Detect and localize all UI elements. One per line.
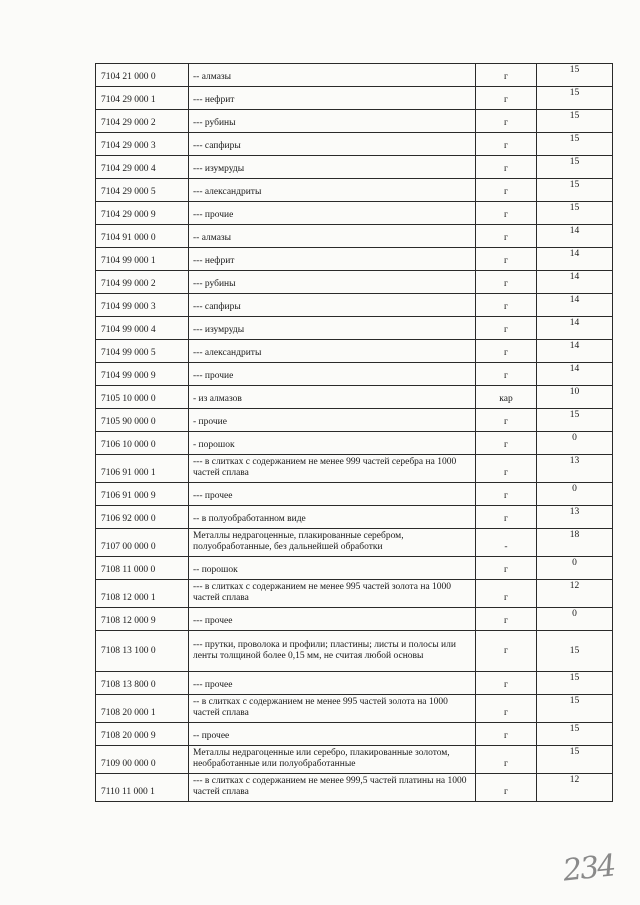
description-cell: --- в слитках с содержанием не менее 999 частей серебра на 1000 частей сплава	[189, 455, 476, 483]
unit-cell: г	[476, 580, 537, 608]
description-cell: --- прочие	[189, 202, 476, 225]
code-cell: 7106 91 000 1	[96, 455, 189, 483]
rate-cell: 15	[537, 672, 613, 695]
unit-cell: -	[476, 529, 537, 557]
unit-cell: г	[476, 483, 537, 506]
table-row	[96, 156, 613, 179]
rate-cell: 15	[537, 723, 613, 746]
table-row	[96, 363, 613, 386]
rate-cell: 15	[537, 133, 613, 156]
code-cell: 7104 29 000 3	[96, 133, 189, 156]
rate-cell: 14	[537, 294, 613, 317]
table-row	[96, 455, 613, 483]
unit-cell: г	[476, 133, 537, 156]
unit-cell: г	[476, 294, 537, 317]
code-cell: 7108 13 800 0	[96, 672, 189, 695]
rate-cell: 0	[537, 608, 613, 631]
rate-cell: 14	[537, 248, 613, 271]
unit-cell: г	[476, 156, 537, 179]
description-cell: --- нефрит	[189, 87, 476, 110]
code-cell: 7104 29 000 1	[96, 87, 189, 110]
rate-cell: 15	[537, 695, 613, 723]
description-cell: - порошок	[189, 432, 476, 455]
unit-cell: кар	[476, 386, 537, 409]
table-row	[96, 340, 613, 363]
rate-cell: 13	[537, 506, 613, 529]
table-row	[96, 774, 613, 802]
rate-cell: 15	[537, 64, 613, 87]
description-cell: --- александриты	[189, 179, 476, 202]
table-row	[96, 723, 613, 746]
code-cell: 7104 99 000 3	[96, 294, 189, 317]
unit-cell: г	[476, 774, 537, 802]
code-cell: 7110 11 000 1	[96, 774, 189, 802]
unit-cell: г	[476, 225, 537, 248]
description-cell: --- рубины	[189, 271, 476, 294]
code-cell: 7108 11 000 0	[96, 557, 189, 580]
rate-cell: 13	[537, 455, 613, 483]
table-row	[96, 580, 613, 608]
unit-cell: г	[476, 271, 537, 294]
code-cell: 7104 99 000 1	[96, 248, 189, 271]
rate-cell: 15	[537, 202, 613, 225]
unit-cell: г	[476, 409, 537, 432]
code-cell: 7104 21 000 0	[96, 64, 189, 87]
description-cell: --- александриты	[189, 340, 476, 363]
description-cell: Металлы недрагоценные или серебро, плакированные золотом, необработанные или полуобработанные	[189, 746, 476, 774]
code-cell: 7106 91 000 9	[96, 483, 189, 506]
description-cell: --- в слитках с содержанием не менее 995 частей золота на 1000 частей сплава	[189, 580, 476, 608]
table-row	[96, 483, 613, 506]
description-cell: -- алмазы	[189, 225, 476, 248]
rate-cell: 14	[537, 317, 613, 340]
code-cell: 7104 99 000 4	[96, 317, 189, 340]
rate-cell: 14	[537, 340, 613, 363]
rate-cell: 0	[537, 483, 613, 506]
unit-cell: г	[476, 64, 537, 87]
description-cell: - прочие	[189, 409, 476, 432]
table-row	[96, 110, 613, 133]
table-row	[96, 432, 613, 455]
table-row	[96, 133, 613, 156]
rate-cell: 10	[537, 386, 613, 409]
rate-cell: 14	[537, 271, 613, 294]
table-row	[96, 248, 613, 271]
description-cell: -- прочее	[189, 723, 476, 746]
rate-cell: 12	[537, 580, 613, 608]
table-row	[96, 608, 613, 631]
table-row	[96, 317, 613, 340]
code-cell: 7104 29 000 4	[96, 156, 189, 179]
description-cell: Металлы недрагоценные, плакированные серебром, полуобработанные, без дальнейшей обработки	[189, 529, 476, 557]
rate-cell: 0	[537, 557, 613, 580]
unit-cell: г	[476, 202, 537, 225]
code-cell: 7104 99 000 2	[96, 271, 189, 294]
description-cell: -- в полуобработанном виде	[189, 506, 476, 529]
unit-cell: г	[476, 672, 537, 695]
rate-cell: 0	[537, 432, 613, 455]
code-cell: 7106 92 000 0	[96, 506, 189, 529]
table-row	[96, 506, 613, 529]
unit-cell: г	[476, 432, 537, 455]
tariff-table	[95, 63, 613, 802]
code-cell: 7104 99 000 9	[96, 363, 189, 386]
table-row	[96, 746, 613, 774]
description-cell: --- в слитках с содержанием не менее 999,5 частей платины на 1000 частей сплава	[189, 774, 476, 802]
rate-cell: 14	[537, 225, 613, 248]
code-cell: 7105 90 000 0	[96, 409, 189, 432]
description-cell: --- прочие	[189, 363, 476, 386]
code-cell: 7104 99 000 5	[96, 340, 189, 363]
rate-cell: 15	[537, 409, 613, 432]
code-cell: 7108 20 000 9	[96, 723, 189, 746]
table-row	[96, 294, 613, 317]
description-cell: --- прочее	[189, 483, 476, 506]
tariff-table-body	[96, 64, 613, 802]
rate-cell: 15	[537, 110, 613, 133]
table-row	[96, 87, 613, 110]
unit-cell: г	[476, 695, 537, 723]
unit-cell: г	[476, 631, 537, 672]
description-cell: --- рубины	[189, 110, 476, 133]
description-cell: -- порошок	[189, 557, 476, 580]
code-cell: 7107 00 000 0	[96, 529, 189, 557]
rate-cell: 15	[537, 87, 613, 110]
rate-cell: 15	[537, 746, 613, 774]
table-row	[96, 631, 613, 672]
table-row	[96, 409, 613, 432]
handwritten-page-number: 234	[561, 848, 616, 889]
rate-cell: 12	[537, 774, 613, 802]
rate-cell: 15	[537, 179, 613, 202]
table-row	[96, 695, 613, 723]
code-cell: 7104 29 000 9	[96, 202, 189, 225]
code-cell: 7108 12 000 1	[96, 580, 189, 608]
unit-cell: г	[476, 248, 537, 271]
table-row	[96, 179, 613, 202]
unit-cell: г	[476, 179, 537, 202]
rate-cell: 15	[537, 156, 613, 179]
table-row	[96, 386, 613, 409]
description-cell: --- прочее	[189, 608, 476, 631]
table-row	[96, 529, 613, 557]
description-cell: --- изумруды	[189, 317, 476, 340]
code-cell: 7104 29 000 5	[96, 179, 189, 202]
rate-cell: 18	[537, 529, 613, 557]
rate-cell: 15	[537, 631, 613, 672]
description-cell: -- алмазы	[189, 64, 476, 87]
code-cell: 7108 12 000 9	[96, 608, 189, 631]
description-cell: --- прутки, проволока и профили; пластины; листы и полосы или ленты толщиной более 0,15 мм, не считая любой основы	[189, 631, 476, 672]
code-cell: 7108 13 100 0	[96, 631, 189, 672]
unit-cell: г	[476, 557, 537, 580]
table-row	[96, 64, 613, 87]
table-row	[96, 271, 613, 294]
unit-cell: г	[476, 110, 537, 133]
code-cell: 7106 10 000 0	[96, 432, 189, 455]
unit-cell: г	[476, 317, 537, 340]
description-cell: --- прочее	[189, 672, 476, 695]
code-cell: 7104 91 000 0	[96, 225, 189, 248]
unit-cell: г	[476, 746, 537, 774]
description-cell: -- в слитках с содержанием не менее 995 частей золота на 1000 частей сплава	[189, 695, 476, 723]
unit-cell: г	[476, 506, 537, 529]
description-cell: --- изумруды	[189, 156, 476, 179]
unit-cell: г	[476, 608, 537, 631]
code-cell: 7105 10 000 0	[96, 386, 189, 409]
unit-cell: г	[476, 723, 537, 746]
rate-cell: 14	[537, 363, 613, 386]
code-cell: 7104 29 000 2	[96, 110, 189, 133]
table-row	[96, 557, 613, 580]
unit-cell: г	[476, 363, 537, 386]
description-cell: --- сапфиры	[189, 133, 476, 156]
table-row	[96, 202, 613, 225]
unit-cell: г	[476, 340, 537, 363]
unit-cell: г	[476, 455, 537, 483]
description-cell: - из алмазов	[189, 386, 476, 409]
unit-cell: г	[476, 87, 537, 110]
code-cell: 7109 00 000 0	[96, 746, 189, 774]
table-row	[96, 225, 613, 248]
code-cell: 7108 20 000 1	[96, 695, 189, 723]
description-cell: --- нефрит	[189, 248, 476, 271]
description-cell: --- сапфиры	[189, 294, 476, 317]
table-row	[96, 672, 613, 695]
